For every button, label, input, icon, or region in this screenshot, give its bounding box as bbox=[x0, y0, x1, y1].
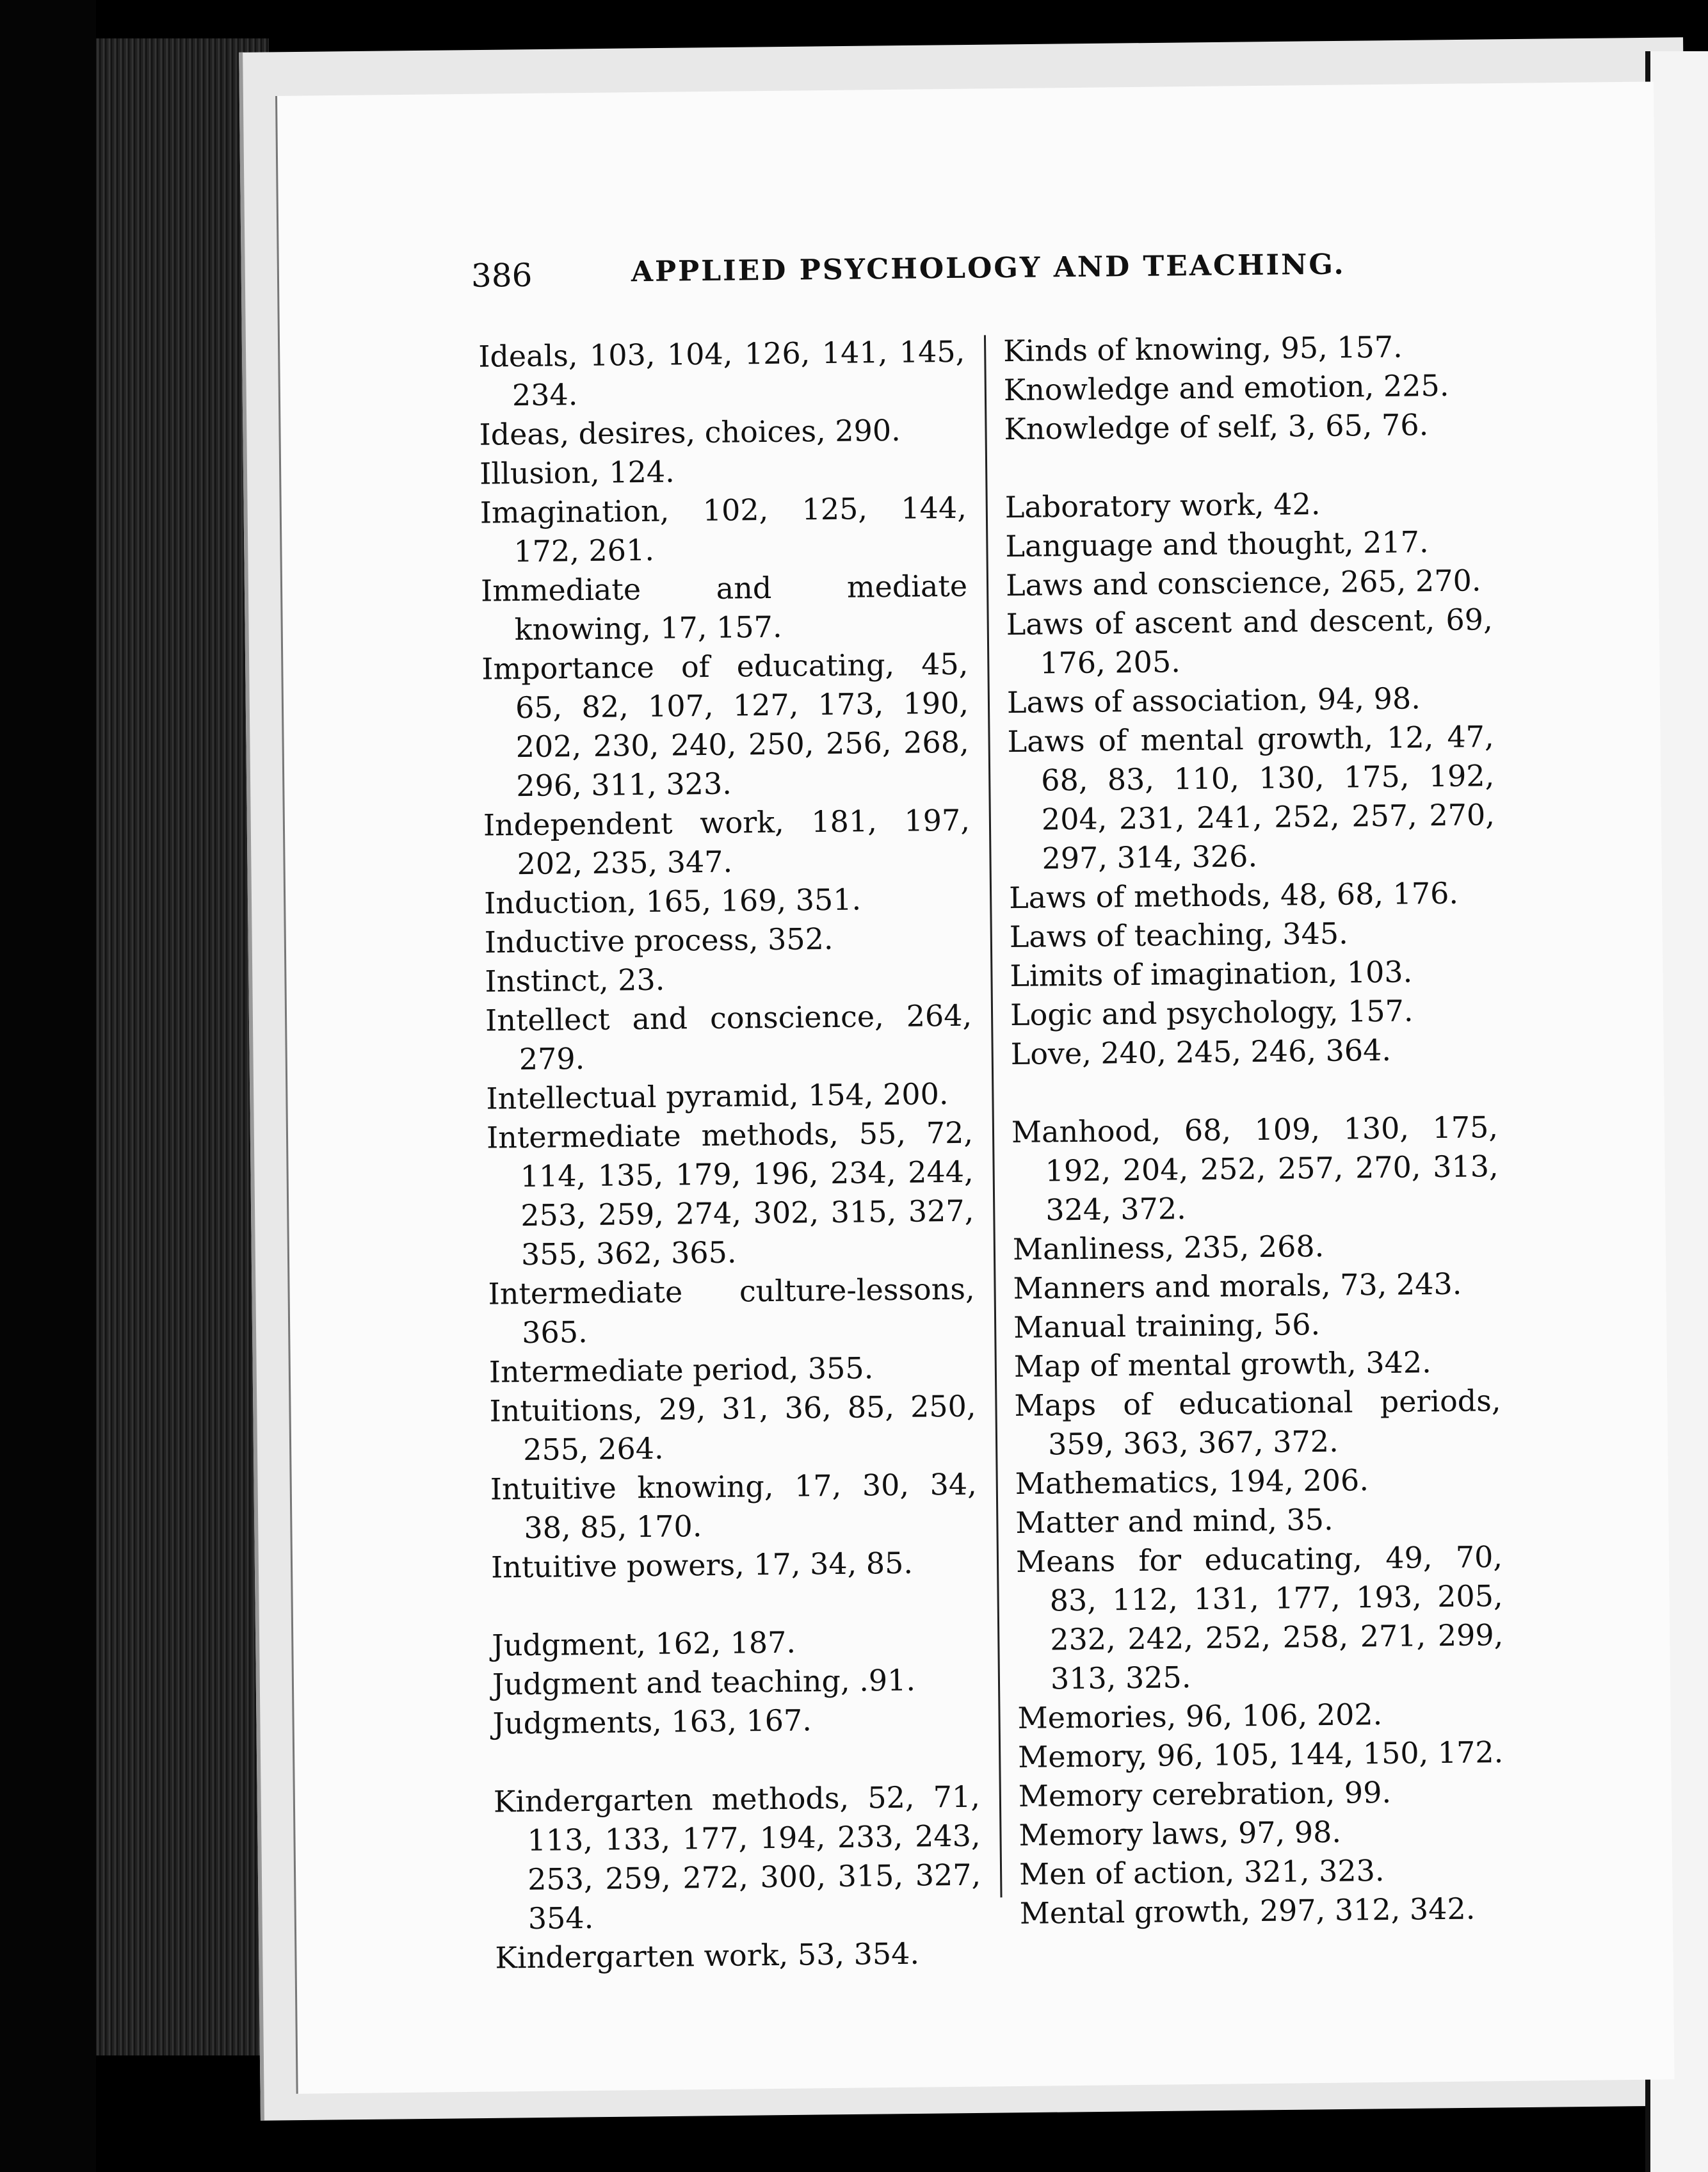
index-entry: Illusion, 124. bbox=[479, 454, 675, 491]
index-entry: Matter and mind, 35. bbox=[1015, 1502, 1333, 1541]
index-entry: Laws of methods, 48, 68, 176. bbox=[1008, 875, 1459, 916]
index-entry: Immediate and mediate knowing, 17, 157. bbox=[480, 568, 968, 647]
index-entry: Inductive process, 352. bbox=[484, 921, 834, 960]
index-entry: Kindergarten methods, 52, 71, 113, 133, 177, 194, 233, 243, 253, 259, 272, 300, 315, 327, 354. bbox=[493, 1779, 981, 1936]
index-entry: Men of action, 321, 323. bbox=[1019, 1853, 1385, 1892]
index-entry: Language and thought, 217. bbox=[1005, 524, 1429, 564]
index-entry: Intuitive powers, 17, 34, 85. bbox=[490, 1545, 914, 1585]
index-entry: Laws of association, 94, 98. bbox=[1006, 681, 1421, 720]
letter-section-gap bbox=[1011, 1069, 1498, 1113]
running-title: APPLIED PSYCHOLOGY AND TEACHING. bbox=[631, 248, 1346, 289]
index-entry: Judgments, 163, 167. bbox=[492, 1703, 812, 1741]
index-entry: Limits of imagination, 103. bbox=[1010, 954, 1413, 994]
index-entry: Mathematics, 194, 206. bbox=[1015, 1463, 1369, 1502]
index-entry: Kinds of knowing, 95, 157. bbox=[1003, 329, 1403, 369]
index-entry: Manual training, 56. bbox=[1013, 1307, 1321, 1345]
index-entry: Map of mental growth, 342. bbox=[1013, 1345, 1432, 1384]
index-entry: Memories, 96, 106, 202. bbox=[1017, 1697, 1383, 1735]
index-entry: Imagination, 102, 125, 144, 172, 261. bbox=[479, 490, 967, 569]
index-entry: Memory, 96, 105, 144, 150, 172. bbox=[1017, 1735, 1504, 1774]
index-column-right bbox=[1003, 327, 1506, 1933]
index-entry: Judgment, 162, 187. bbox=[492, 1625, 796, 1663]
index-entry: Knowledge of self, 3, 65, 76. bbox=[1004, 407, 1429, 447]
letter-section-gap bbox=[491, 1582, 978, 1626]
index-entry: Instinct, 23. bbox=[485, 962, 665, 999]
index-entry: Independent work, 181, 197, 202, 235, 347. bbox=[483, 802, 971, 882]
index-entry: Intermediate culture-lessons, 365. bbox=[488, 1271, 975, 1350]
index-entry: Memory laws, 97, 98. bbox=[1019, 1814, 1342, 1852]
column-divider bbox=[984, 335, 1003, 1897]
index-entry: Manhood, 68, 109, 130, 175, 192, 204, 252, 257, 270, 313, 324, 372. bbox=[1011, 1110, 1499, 1228]
index-entry: Intuitions, 29, 31, 36, 85, 250, 255, 264. bbox=[489, 1388, 976, 1468]
index-entry: Manners and morals, 73, 243. bbox=[1013, 1266, 1462, 1306]
index-entry: Laws of teaching, 345. bbox=[1009, 916, 1348, 955]
index-entry: Intermediate period, 355. bbox=[488, 1350, 874, 1390]
index-entry: Induction, 165, 169, 351. bbox=[483, 882, 862, 921]
index-entry: Mental growth, 297, 312, 342. bbox=[1019, 1891, 1476, 1931]
index-entry: Logic and psychology, 157. bbox=[1010, 993, 1414, 1033]
index-entry: Love, 240, 245, 246, 364. bbox=[1010, 1032, 1392, 1072]
letter-section-gap bbox=[1004, 444, 1492, 488]
index-entry: Means for educating, 49, 70, 83, 112, 131, 177, 193, 205, 232, 242, 252, 258, 271, 299, 313, 325. bbox=[1015, 1539, 1504, 1696]
index-entry: Kindergarten work, 53, 354. bbox=[495, 1936, 920, 1975]
index-entry: Ideas, desires, choices, 290. bbox=[479, 412, 901, 452]
index-entry: Manliness, 235, 268. bbox=[1012, 1228, 1325, 1267]
index-entry: Intellect and conscience, 264, 279. bbox=[485, 998, 972, 1077]
index-entry: Laws and conscience, 265, 270. bbox=[1005, 563, 1481, 603]
index-entry: Memory cerebration, 99. bbox=[1018, 1774, 1392, 1813]
index-entry: Intuitive knowing, 17, 30, 34, 38, 85, 170. bbox=[490, 1466, 978, 1546]
index-entry: Intellectual pyramid, 154, 200. bbox=[486, 1076, 949, 1116]
page-header bbox=[471, 247, 1496, 309]
index-entry: Importance of educating, 45, 65, 82, 107, 127, 173, 190, 202, 230, 240, 250, 256, 268, 296, 311, 323. bbox=[481, 646, 969, 804]
index-entry: Laws of ascent and descent, 69, 176, 205. bbox=[1006, 602, 1493, 681]
scan-left-margin bbox=[0, 0, 96, 2172]
index-column-left bbox=[478, 332, 982, 1978]
index-entry: Laws of mental growth, 12, 47, 68, 83, 110, 130, 175, 192, 204, 231, 241, 252, 257, 270, 297, 314, 326. bbox=[1007, 719, 1495, 876]
book-page bbox=[275, 81, 1675, 2093]
index-entry: Knowledge and emotion, 225. bbox=[1003, 368, 1449, 408]
index-entry: Ideals, 103, 104, 126, 141, 145, 234. bbox=[478, 334, 965, 413]
index-entry: Judgment and teaching, .91. bbox=[492, 1662, 916, 1702]
index-entry: Laboratory work, 42. bbox=[1004, 486, 1321, 525]
letter-section-gap bbox=[493, 1738, 980, 1783]
page-number: 386 bbox=[471, 256, 533, 295]
index-entry: Maps of educational periods, 359, 363, 367, 372. bbox=[1014, 1383, 1501, 1462]
index-entry: Intermediate methods, 55, 72, 114, 135, 179, 196, 234, 244, 253, 259, 274, 302, 315, 327, 355, 362, 365. bbox=[486, 1115, 974, 1272]
